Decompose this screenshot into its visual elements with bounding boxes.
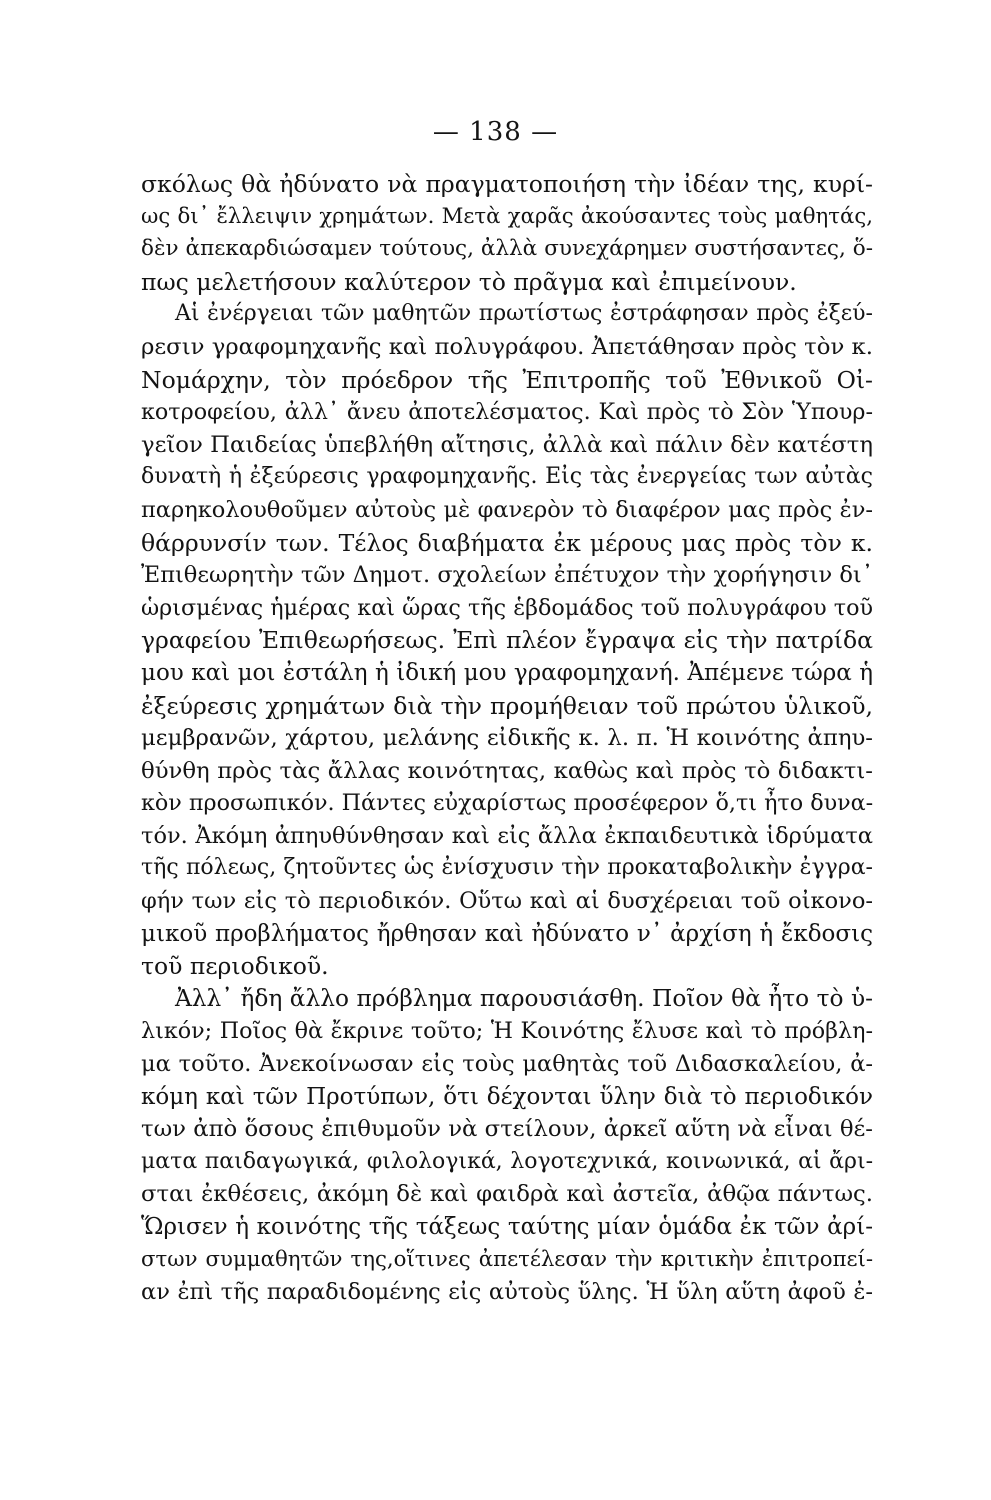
text-line: στων συμμαθητῶν της,οἵτινες ἀπετέλεσαν τὴν κριτικὴν ἐπιτροπεί- xyxy=(141,1246,873,1272)
text-line: τοῦ περιοδικοῦ. xyxy=(141,952,329,981)
text-line: κὸν προσωπικόν. Πάντες εὐχαρίστως προσέφερον ὅ,τι ἦτο δυνα- xyxy=(141,790,874,817)
text-line: Ἐπιθεωρητὴν τῶν Δημοτ. σχολείων ἐπέτυχον τὴν χορήγησιν δι᾿ xyxy=(141,562,873,589)
text-line: λικόν; Ποῖος θὰ ἔκρινε τοῦτο; Ἡ Κοινότης ἔλυσε καὶ τὸ πρόβλη- xyxy=(141,1018,873,1045)
text-line: θάρρυνσίν των. Τέλος διαβήματα ἐκ μέρους μας πρὸς τὸν κ. xyxy=(141,528,873,557)
text-line: δὲν ἀπεκαρδιώσαμεν τούτους, ἀλλὰ συνεχάρημεν συστήσαντες, ὅ- xyxy=(141,236,873,262)
text-line: γραφείου Ἐπιθεωρήσεως. Ἐπὶ πλέον ἔγραψα εἰς τὴν πατρίδα xyxy=(141,626,873,655)
text-line: σκόλως θὰ ἠδύνατο νὰ πραγματοποιήση τὴν ἰδέαν της, κυρί- xyxy=(141,170,873,198)
text-line: των ἀπὸ ὅσους ἐπιθυμοῦν νὰ στείλουν, ἀρκεῖ αὕτη νὰ εἶναι θέ- xyxy=(141,1116,873,1143)
text-line: τόν. Ἀκόμη ἀπηυθύνθησαν καὶ εἰς ἄλλα ἐκπαιδευτικὰ ἱδρύματα xyxy=(141,822,873,849)
text-line: πως μελετήσουν καλύτερον τὸ πρᾶγμα καὶ ἐπιμείνουν. xyxy=(141,267,797,296)
text-line: θύνθη πρὸς τὰς ἄλλας κοινότητας, καθὼς καὶ πρὸς τὸ διδακτι- xyxy=(141,757,873,784)
text-line: τῆς πόλεως, ζητοῦντες ὡς ἐνίσχυσιν τὴν προκαταβολικὴν ἐγγρα- xyxy=(141,855,873,881)
text-line: μεμβρανῶν, χάρτου, μελάνης εἰδικῆς κ. λ. π. Ἡ κοινότης ἀπηυ- xyxy=(141,725,873,752)
page-number: — 138 — xyxy=(432,117,559,147)
text-line: Νομάρχην, τὸν πρόεδρον τῆς Ἐπιτροπῆς τοῦ Ἐθνικοῦ Οἰ- xyxy=(141,365,873,394)
text-line: κόμη καὶ τῶν Προτύπων, ὅτι δέχονται ὕλην διὰ τὸ περιοδικόν xyxy=(141,1083,873,1110)
text-line: κοτροφείου, ἀλλ᾿ ἄνευ ἀποτελέσματος. Καὶ πρὸς τὸ Σὸν Ὑπουρ- xyxy=(141,399,873,426)
text-line: μικοῦ προβλήματος ἤρθησαν καὶ ἠδύνατο ν᾿ ἀρχίση ἡ ἔκδοσις xyxy=(141,920,873,947)
text-line: μα τοῦτο. Ἀνεκοίνωσαν εἰς τοὺς μαθητὰς τοῦ Διδασκαλείου, ἀ- xyxy=(141,1051,873,1078)
text-line: ρεσιν γραφομηχανῆς καὶ πολυγράφου. Ἀπετάθησαν πρὸς τὸν κ. xyxy=(141,333,873,360)
text-line: φήν των εἰς τὸ περιοδικόν. Οὕτω καὶ αἱ δυσχέρειαι τοῦ οἰκονο- xyxy=(141,888,873,915)
text-line: μου καὶ μοι ἐστάλη ἡ ἰδική μου γραφομηχανή. Ἀπέμενε τώρα ἡ xyxy=(141,659,873,686)
text-line: δυνατὴ ἡ ἐξεύρεσις γραφομηχανῆς. Εἰς τὰς ἐνεργείας των αὐτὰς xyxy=(141,464,873,490)
text-line: παρηκολουθοῦμεν αὐτοὺς μὲ φανερὸν τὸ διαφέρον μας πρὸς ἐν- xyxy=(141,496,873,523)
text-line: Ἀλλ᾿ ἤδη ἄλλο πρόβλημα παρουσιάσθη. Ποῖον θὰ ἦτο τὸ ὑ- xyxy=(175,984,873,1012)
body-text xyxy=(141,168,873,1309)
text-line: σται ἐκθέσεις, ἀκόμη δὲ καὶ φαιδρὰ καὶ ἀστεῖα, ἀθῷα πάντως. xyxy=(141,1181,873,1208)
text-line: ὡρισμένας ἡμέρας καὶ ὥρας τῆς ἑβδομάδος τοῦ πολυγράφου τοῦ xyxy=(141,594,873,621)
text-line: γεῖον Παιδείας ὑπεβλήθη αἴτησις, ἀλλὰ καὶ πάλιν δὲν κατέστη xyxy=(141,431,873,458)
text-line: αν ἐπὶ τῆς παραδιδομένης εἰς αὐτοὺς ὕλης. Ἡ ὕλη αὕτη ἀφοῦ ἐ- xyxy=(141,1279,873,1306)
text-line: Αἱ ἐνέργειαι τῶν μαθητῶν πρωτίστως ἐστράφησαν πρὸς ἐξεύ- xyxy=(175,301,873,327)
text-line: ως δι᾿ ἔλλειψιν χρημάτων. Μετὰ χαρᾶς ἀκούσαντες τοὺς μαθητάς, xyxy=(141,203,873,229)
text-line: ἐξεύρεσις χρημάτων διὰ τὴν προμήθειαν τοῦ πρώτου ὑλικοῦ, xyxy=(141,691,873,720)
text-line: ματα παιδαγωγικά, φιλολογικά, λογοτεχνικά, κοινωνικά, αἱ ἄρι- xyxy=(141,1148,873,1174)
text-line: Ὥρισεν ἡ κοινότης τῆς τάξεως ταύτης μίαν ὁμάδα ἐκ τῶν ἀρί- xyxy=(141,1214,873,1240)
